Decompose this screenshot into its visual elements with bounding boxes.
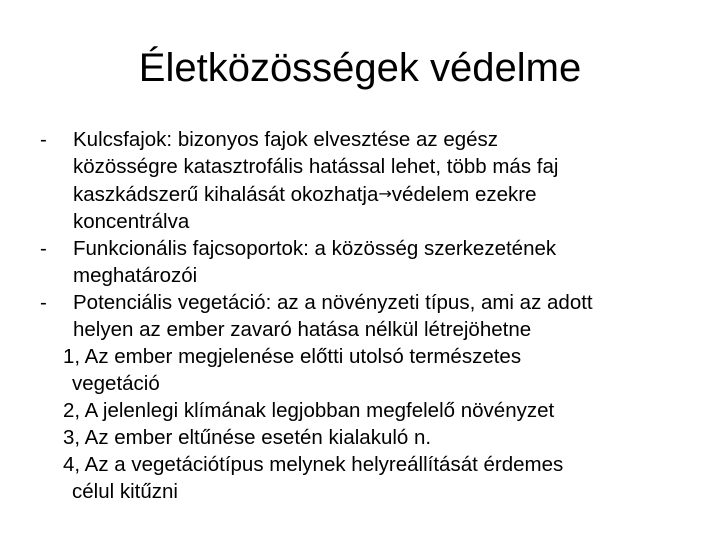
numbered-line: 1, Az ember megjelenése előtti utolsó természetes: [63, 345, 522, 368]
bullet-line: Funkcionális fajcsoportok: a közösség szerkezetének: [73, 237, 557, 260]
numbered-item-4: [40, 451, 700, 505]
right-arrow-icon: →: [378, 184, 392, 203]
numbered-line: 4, Az a vegetációtípus melynek helyreállítását érdemes: [63, 453, 564, 476]
bullet-item-funkcionalis: [40, 235, 700, 289]
bullet-line: meghatározói: [73, 264, 198, 287]
bullet-marker: -: [40, 128, 47, 151]
bullet-item-kulcsfajok: [40, 126, 700, 235]
slide-body: [40, 126, 700, 505]
numbered-item-1: [40, 343, 700, 397]
bullet-marker: -: [40, 291, 47, 314]
bullet-line: helyen az ember zavaró hatása nélkül létrejöhetne: [73, 318, 532, 341]
bullet-line: [73, 180, 700, 208]
numbered-line: vegetáció: [72, 372, 160, 395]
bullet-line: Potenciális vegetáció: az a növényzeti típus, ami az adott: [73, 291, 593, 314]
bullet-line-part: kaszkádszerű kihalását okozhatja: [73, 183, 379, 206]
bullet-item-potencialis: [40, 289, 700, 343]
slide-title: Életközösségek védelme: [138, 46, 582, 90]
bullet-line: közösségre katasztrofális hatással lehet, több más faj: [73, 155, 559, 178]
bullet-marker: -: [40, 237, 47, 260]
bullet-line: Kulcsfajok: bizonyos fajok elvesztése az egész: [73, 128, 499, 151]
bullet-line-part: védelem ezekre: [391, 183, 537, 206]
bullet-line: koncentrálva: [73, 210, 190, 233]
numbered-line: 2, A jelenlegi klímának legjobban megfelelő növényzet: [63, 399, 555, 422]
numbered-item-3: [40, 424, 700, 451]
numbered-line: 3, Az ember eltűnése esetén kialakuló n.: [63, 426, 432, 449]
numbered-line: célul kitűzni: [72, 480, 178, 503]
numbered-item-2: [40, 397, 700, 424]
